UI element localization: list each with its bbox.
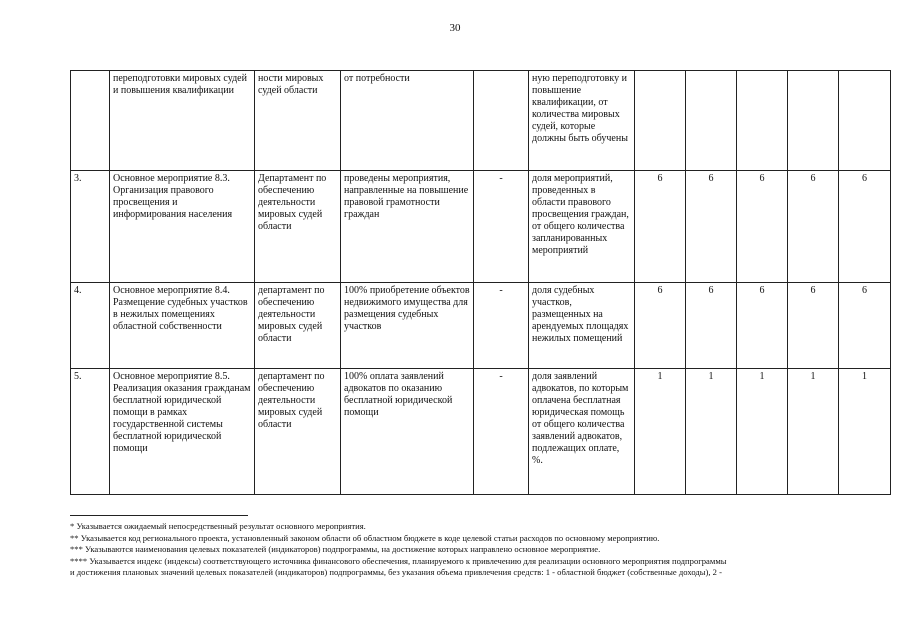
value-cell: 6 (737, 171, 788, 283)
footnote-divider (70, 515, 248, 516)
value-cell: 6 (788, 283, 839, 369)
expected-result: 100% оплата заявлений адвокатов по оказанию бесплатной юридической помощи (341, 369, 474, 495)
indicator: доля судебных участков, размещенных на арендуемых площадях нежилых помещений (529, 283, 635, 369)
value-cell: 1 (635, 369, 686, 495)
row-number: 3. (71, 171, 110, 283)
footnote: ** Указывается код регионального проекта, установленный законом области об областном бюджете в коде целевой статьи расходов по основному мероприятию. (70, 532, 660, 543)
footnote: и достижения плановых значений целевых показателей (индикаторов) подпрограммы, без указания объема привлечения средств: 1 - областной бюджет (собственные доходы), 2 - (70, 567, 722, 577)
indicator: ную переподготовку и повышение квалификации, от количества мировых судей, которые должны быть обучены (529, 71, 635, 171)
value-cell: 6 (737, 283, 788, 369)
footnote: **** Указывается индекс (индексы) соответствующего источника финансового обеспечения, планируемого к привлечению для реализации основного мероприятия подпрограммы (70, 555, 727, 566)
value-cell: 1 (839, 369, 891, 495)
table-row (71, 369, 891, 495)
value-cell (686, 71, 737, 171)
value-cell (788, 71, 839, 171)
executor: ности мировых судей области (255, 71, 341, 171)
value-cell (737, 71, 788, 171)
indicator: доля мероприятий, проведенных в области правового просвещения граждан, от общего количества запланированных мероприятий (529, 171, 635, 283)
value-cell: 6 (686, 283, 737, 369)
project-code (474, 71, 529, 171)
footnote: *** Указываются наименования целевых показателей (индикаторов) подпрограммы, на достижение которых направлено основное мероприятие. (70, 544, 601, 554)
value-cell: 6 (686, 171, 737, 283)
row-number (71, 71, 110, 171)
table-row (71, 171, 891, 283)
value-cell: 6 (839, 283, 891, 369)
measure-name: Основное мероприятие 8.4. Размещение судебных участков в нежилых помещениях областной собственности (110, 283, 255, 369)
executor: Департамент по обеспечению деятельности мировых судей области (255, 171, 341, 283)
value-cell: 6 (788, 171, 839, 283)
value-cell: 6 (839, 171, 891, 283)
value-cell (839, 71, 891, 171)
expected-result: от потребности (341, 71, 474, 171)
value-cell: 6 (635, 171, 686, 283)
value-cell: 1 (788, 369, 839, 495)
value-cell: 1 (686, 369, 737, 495)
measure-name: переподготовки мировых судей и повышения квалификации (110, 71, 255, 171)
measure-name: Основное мероприятие 8.5. Реализация оказания гражданам бесплатной юридической помощи в рамках государственной системы бесплатной юридической помощи (110, 369, 255, 495)
project-code: - (474, 171, 529, 283)
project-code: - (474, 369, 529, 495)
measure-name: Основное мероприятие 8.3. Организация правового просвещения и информирования населения (110, 171, 255, 283)
value-cell: 1 (737, 369, 788, 495)
value-cell: 6 (635, 283, 686, 369)
indicator: доля заявлений адвокатов, по которым оплачена бесплатная юридическая помощь от общего количества заявлений адвокатов, подлежащих оплате, %. (529, 369, 635, 495)
table-row (71, 283, 891, 369)
expected-result: 100% приобретение объектов недвижимого имущества для размещения судебных участков (341, 283, 474, 369)
row-number: 4. (71, 283, 110, 369)
executor: департамент по обеспечению деятельности мировых судей области (255, 369, 341, 495)
footnote: * Указывается ожидаемый непосредственный результат основного мероприятия. (70, 521, 366, 531)
executor: департамент по обеспечению деятельности мировых судей области (255, 283, 341, 369)
page-number: 30 (449, 22, 461, 34)
footnotes (70, 521, 895, 579)
expected-result: проведены мероприятия, направленные на повышение правовой грамотности граждан (341, 171, 474, 283)
table-row (71, 71, 891, 171)
measures-table (70, 70, 891, 495)
value-cell (635, 71, 686, 171)
row-number: 5. (71, 369, 110, 495)
project-code: - (474, 283, 529, 369)
